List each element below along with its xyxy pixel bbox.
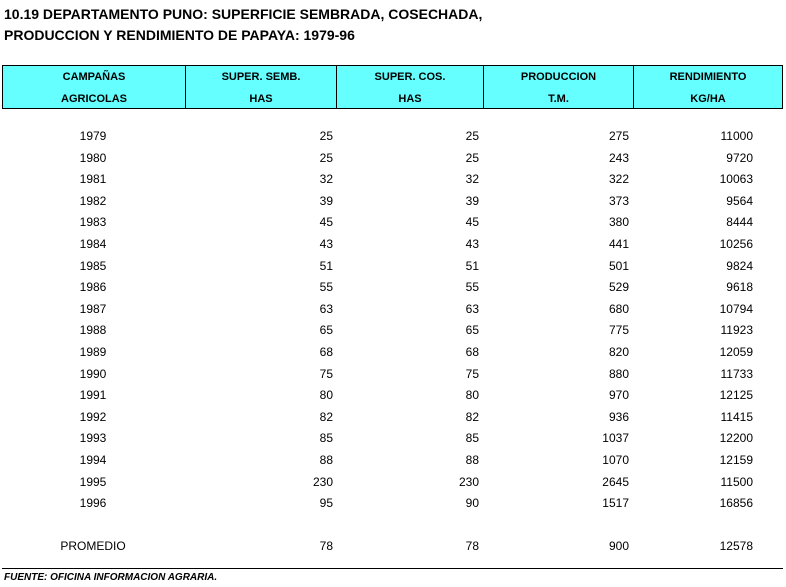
header-sublabel: HAS — [249, 93, 273, 105]
header-sublabel: AGRICOLAS — [61, 93, 127, 105]
row-rendimiento: 12200 — [719, 431, 753, 446]
average-super-cos: 78 — [465, 539, 479, 553]
row-year: 1984 — [79, 237, 107, 251]
row-super-semb: 85 — [319, 431, 333, 446]
row-rendimiento: 9564 — [726, 193, 753, 208]
row-year: 1983 — [79, 215, 107, 230]
row-produccion: 441 — [608, 237, 629, 251]
table-row — [0, 345, 786, 365]
row-produccion: 529 — [608, 280, 629, 295]
row-super-semb: 43 — [319, 237, 333, 251]
header-sublabel: KG/HA — [690, 93, 726, 105]
average-row — [0, 539, 786, 559]
row-super-cos: 88 — [465, 453, 479, 467]
header-label: CAMPAÑAS — [62, 71, 126, 83]
header-sublabel: T.M. — [548, 93, 569, 105]
row-year: 1989 — [79, 345, 107, 359]
source-note: FUENTE: OFICINA INFORMACION AGRARIA. — [4, 572, 218, 583]
table-row — [0, 302, 786, 322]
footer-divider — [2, 568, 783, 569]
row-produccion: 880 — [608, 366, 629, 381]
row-super-semb: 39 — [319, 193, 333, 208]
row-super-semb: 65 — [319, 323, 333, 338]
row-year: 1995 — [79, 474, 107, 489]
row-rendimiento: 12059 — [719, 345, 753, 359]
row-super-cos: 45 — [465, 215, 479, 230]
average-label: PROMEDIO — [60, 539, 126, 553]
table-row — [0, 237, 786, 257]
table-row — [0, 215, 786, 235]
row-super-cos: 25 — [465, 129, 479, 143]
row-super-semb: 80 — [319, 388, 333, 403]
row-year: 1982 — [79, 193, 107, 208]
row-super-semb: 55 — [319, 280, 333, 295]
row-year: 1980 — [79, 150, 107, 165]
table-header — [2, 65, 783, 109]
table-row — [0, 475, 786, 495]
table-row — [0, 129, 786, 149]
table-row — [0, 388, 786, 408]
row-rendimiento: 12159 — [719, 453, 753, 467]
header-label: SUPER. COS. — [374, 71, 446, 83]
row-produccion: 380 — [608, 215, 629, 230]
row-rendimiento: 11415 — [720, 409, 753, 424]
row-produccion: 373 — [608, 193, 629, 208]
row-year: 1985 — [79, 258, 107, 273]
row-year: 1991 — [79, 388, 107, 403]
header-campanas — [3, 66, 186, 108]
row-rendimiento: 10256 — [719, 237, 753, 251]
row-rendimiento: 8444 — [726, 215, 753, 230]
row-rendimiento: 16856 — [719, 496, 753, 511]
table-row — [0, 431, 786, 451]
row-year: 1996 — [79, 496, 107, 511]
row-super-cos: 82 — [465, 409, 479, 424]
average-produccion: 900 — [608, 539, 629, 553]
row-super-semb: 230 — [312, 474, 333, 489]
row-produccion: 1070 — [602, 453, 629, 467]
row-year: 1981 — [79, 172, 107, 187]
average-super-semb: 78 — [319, 539, 333, 553]
row-produccion: 243 — [608, 150, 629, 165]
row-super-cos: 55 — [465, 280, 479, 295]
row-produccion: 775 — [608, 323, 629, 338]
row-super-cos: 43 — [465, 237, 479, 251]
row-produccion: 820 — [608, 345, 629, 359]
row-super-cos: 90 — [465, 496, 479, 511]
row-super-cos: 39 — [465, 193, 479, 208]
row-super-cos: 75 — [465, 366, 479, 381]
table-row — [0, 323, 786, 343]
table-row — [0, 453, 786, 473]
row-produccion: 2645 — [602, 474, 629, 489]
row-super-cos: 65 — [465, 323, 479, 338]
row-super-cos: 51 — [465, 258, 479, 273]
header-label: SUPER. SEMB. — [221, 71, 301, 83]
header-label: PRODUCCION — [520, 71, 597, 83]
row-super-semb: 63 — [319, 301, 333, 316]
row-year: 1986 — [79, 280, 107, 295]
row-rendimiento: 12125 — [719, 388, 753, 403]
table-row — [0, 367, 786, 387]
row-rendimiento: 11000 — [720, 129, 753, 143]
row-rendimiento: 11733 — [720, 366, 753, 381]
row-produccion: 1517 — [602, 496, 629, 511]
row-produccion: 322 — [608, 172, 629, 187]
table-row — [0, 410, 786, 430]
row-super-semb: 82 — [319, 409, 333, 424]
header-super-cos — [337, 66, 484, 108]
header-sublabel: HAS — [398, 93, 422, 105]
table-title-line-1: 10.19 DEPARTAMENTO PUNO: SUPERFICIE SEMBRADA, COSECHADA, — [4, 6, 483, 22]
row-super-semb: 95 — [319, 496, 333, 511]
row-produccion: 501 — [608, 258, 629, 273]
row-super-semb: 32 — [319, 172, 333, 187]
row-super-cos: 63 — [465, 301, 479, 316]
row-rendimiento: 11923 — [720, 323, 753, 338]
row-produccion: 936 — [608, 409, 629, 424]
row-produccion: 1037 — [602, 431, 629, 446]
row-produccion: 970 — [608, 388, 629, 403]
row-super-semb: 51 — [319, 258, 333, 273]
row-year: 1990 — [79, 366, 107, 381]
row-year: 1993 — [79, 431, 107, 446]
table-row — [0, 172, 786, 192]
row-produccion: 680 — [608, 301, 629, 316]
row-super-cos: 32 — [465, 172, 479, 187]
row-year: 1992 — [79, 409, 107, 424]
row-super-semb: 25 — [319, 129, 333, 143]
header-rendimiento — [634, 66, 782, 108]
header-produccion — [484, 66, 634, 108]
row-rendimiento: 9618 — [726, 280, 753, 295]
row-super-cos: 25 — [465, 150, 479, 165]
row-super-cos: 80 — [465, 388, 479, 403]
row-super-cos: 68 — [465, 345, 479, 359]
row-year: 1994 — [79, 453, 107, 467]
table-title-line-2: PRODUCCION Y RENDIMIENTO DE PAPAYA: 1979-96 — [4, 27, 355, 43]
row-rendimiento: 11500 — [720, 474, 753, 489]
table-row — [0, 496, 786, 516]
row-super-cos: 230 — [458, 474, 479, 489]
row-year: 1988 — [79, 323, 107, 338]
row-rendimiento: 10794 — [719, 301, 753, 316]
row-rendimiento: 9824 — [726, 258, 753, 273]
row-super-semb: 75 — [319, 366, 333, 381]
row-year: 1987 — [79, 301, 107, 316]
table-row — [0, 280, 786, 300]
row-rendimiento: 9720 — [726, 150, 753, 165]
average-rendimiento: 12578 — [719, 539, 753, 553]
table-row — [0, 151, 786, 171]
table-row — [0, 259, 786, 279]
row-super-semb: 88 — [319, 453, 333, 467]
header-label: RENDIMIENTO — [669, 71, 747, 83]
row-year: 1979 — [79, 129, 107, 143]
row-super-cos: 85 — [465, 431, 479, 446]
row-produccion: 275 — [608, 129, 629, 143]
row-super-semb: 68 — [319, 345, 333, 359]
header-super-semb — [186, 66, 337, 108]
row-super-semb: 45 — [319, 215, 333, 230]
table-row — [0, 194, 786, 214]
row-super-semb: 25 — [319, 150, 333, 165]
row-rendimiento: 10063 — [719, 172, 753, 187]
